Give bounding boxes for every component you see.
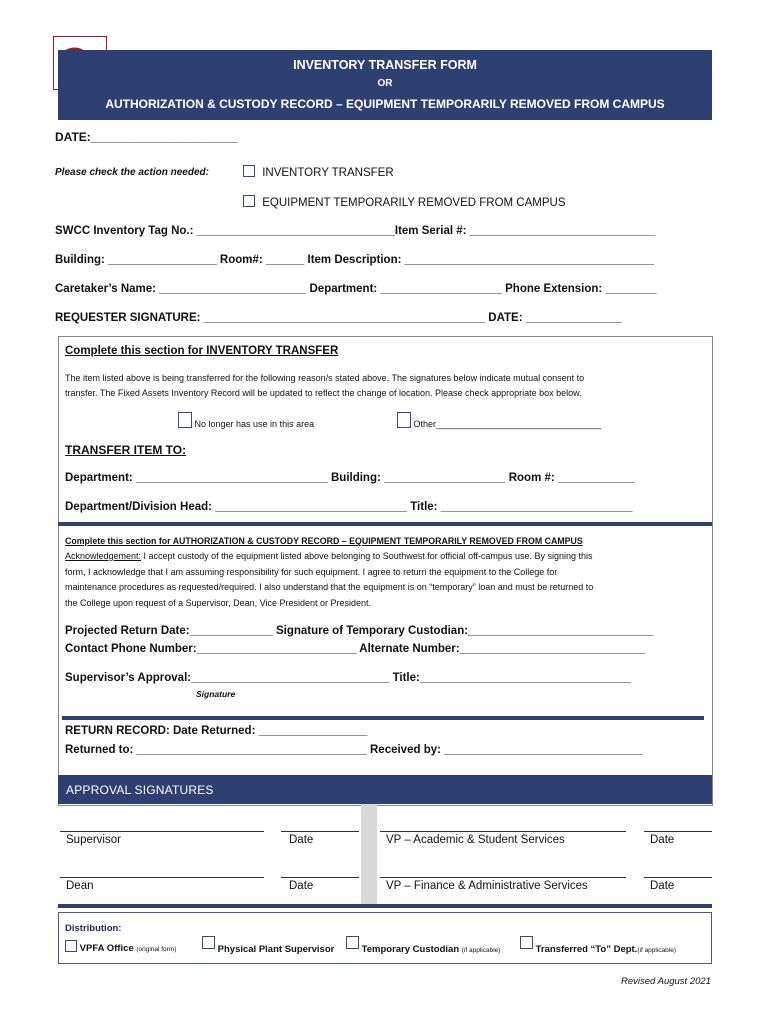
supervisor-date-line[interactable]: [281, 831, 359, 832]
distribution-item-custodian[interactable]: [346, 936, 501, 955]
building-row[interactable]: Building: _________________ Room#: ______ Item Description: _______________________________________: [55, 254, 655, 266]
checkbox-physical-plant[interactable]: [202, 936, 215, 949]
distribution-item-vpfa[interactable]: [65, 940, 176, 954]
column-separator: [361, 804, 377, 904]
dean-date-line[interactable]: [281, 877, 359, 878]
form-subtitle: AUTHORIZATION & CUSTODY RECORD – EQUIPMENT TEMPORARILY REMOVED FROM CAMPUS: [105, 97, 665, 111]
form-title-or: OR: [377, 78, 393, 89]
custody-ack-line2: form, I acknowledge that I am assuming responsibility for such equipment. I agree to return the equipment to the College for: [65, 567, 558, 577]
checkbox-vpfa[interactable]: [65, 940, 77, 952]
inventory-tag-row[interactable]: SWCC Inventory Tag No.: _______________________________Item Serial #: _____________________________: [55, 225, 656, 237]
return-record-row[interactable]: RETURN RECORD: Date Returned: _________________: [65, 725, 368, 737]
distribution-label: Distribution:: [65, 923, 122, 934]
dean-label: Dean: [66, 880, 94, 892]
vp-academic-sig-line[interactable]: [380, 831, 626, 832]
approval-banner: [58, 775, 712, 804]
vp-academic-label: VP – Academic & Student Services: [386, 834, 565, 846]
vp-academic-date-line[interactable]: [644, 831, 712, 832]
supervisor-sig-line[interactable]: [60, 831, 264, 832]
transfer-head-row[interactable]: Department/Division Head: ______________________________ Title: ______________________________: [65, 501, 633, 513]
vp-finance-sig-line[interactable]: [380, 877, 626, 878]
distribution-item-transferred[interactable]: [520, 936, 677, 955]
date-field[interactable]: DATE:______________________: [55, 130, 238, 144]
contact-phone-row[interactable]: Contact Phone Number:_________________________ Alternate Number:_____________________________: [65, 643, 646, 655]
custody-ack-line1: [65, 551, 592, 561]
transfer-section-heading: Complete this section for INVENTORY TRANSFER: [65, 345, 339, 357]
custodian-label: Temporary Custodian: [361, 944, 460, 955]
revised-date: Revised August 2021: [621, 976, 711, 987]
option-inventory-transfer[interactable]: [243, 165, 394, 179]
supervisor-label: Supervisor: [66, 834, 121, 846]
transferred-label: Transferred “To” Dept.: [535, 944, 638, 955]
approval-heading: APPROVAL SIGNATURES: [66, 783, 214, 797]
header-banner: [58, 50, 712, 120]
dean-date-label: Date: [289, 880, 314, 892]
signature-caption: Signature: [196, 689, 236, 699]
physical-plant-label: Physical Plant Supervisor: [217, 944, 335, 955]
vp-academic-date-label: Date: [650, 834, 675, 846]
distribution-item-physical-plant[interactable]: [202, 936, 335, 955]
custody-section-heading: Complete this section for AUTHORIZATION & CUSTODY RECORD – EQUIPMENT TEMPORARILY REMOVED FROM CAMPUS: [65, 536, 583, 546]
checkbox-transferred[interactable]: [520, 936, 533, 949]
supervisor-approval-row[interactable]: Supervisor’s Approval:_______________________________ Title:_________________________________: [65, 672, 631, 684]
transfer-text-line1: The item listed above is being transferred for the following reason/s stated above. The signatures below indicate mutual consent to: [65, 373, 585, 383]
distribution-top-bar: [58, 904, 712, 908]
vpfa-label: VPFA Office: [79, 943, 134, 954]
vp-finance-label: VP – Finance & Administrative Services: [386, 880, 588, 892]
returned-to-row[interactable]: Returned to: ____________________________________ Received by: _______________________________: [65, 744, 643, 756]
distribution-box: [58, 912, 712, 964]
option-equipment-removed-label: EQUIPMENT TEMPORARILY REMOVED FROM CAMPUS: [262, 197, 566, 209]
action-instruction: Please check the action needed:: [55, 167, 209, 178]
checkbox-no-longer-used[interactable]: [178, 412, 192, 428]
transfer-department-row[interactable]: Department: ______________________________ Building: ___________________ Room #: ____________: [65, 472, 635, 484]
option-equipment-removed[interactable]: [243, 195, 566, 209]
custody-ack-line4: the College upon request of a Supervisor, Dean, Vice President or President.: [65, 598, 372, 608]
transfer-to-heading: TRANSFER ITEM TO:: [65, 443, 187, 457]
reason-no-longer-used[interactable]: [178, 412, 314, 429]
option-inventory-transfer-label: INVENTORY TRANSFER: [262, 167, 394, 179]
transferred-note: (if applicable): [637, 947, 677, 954]
return-divider: [62, 716, 704, 720]
checkbox-custodian[interactable]: [346, 936, 359, 949]
reason-other[interactable]: [397, 412, 601, 429]
checkbox-equipment-removed[interactable]: [243, 195, 255, 207]
vp-finance-date-line[interactable]: [644, 877, 712, 878]
reason-other-label: Other_________________________________: [413, 419, 602, 429]
checkbox-inventory-transfer[interactable]: [243, 165, 255, 177]
caretaker-row[interactable]: Caretaker’s Name: _______________________ Department: ___________________ Phone Extension: ________: [55, 283, 657, 295]
requester-signature-row[interactable]: REQUESTER SIGNATURE: ____________________________________________ DATE: _______________: [55, 312, 622, 324]
vpfa-note: (original form): [136, 946, 177, 953]
checkbox-other[interactable]: [397, 412, 411, 428]
transfer-text-line2: transfer. The Fixed Assets Inventory Record will be updated to reflect the change of location. Please check appropriate box below.: [65, 388, 582, 398]
return-date-row[interactable]: Projected Return Date:_____________ Signature of Temporary Custodian:_____________________________: [65, 625, 654, 637]
ack-text-1: I accept custody of the equipment listed above belonging to Southwest for official off-campus use. By signing this: [141, 551, 593, 561]
dean-sig-line[interactable]: [60, 877, 264, 878]
section-divider: [58, 522, 712, 526]
vp-finance-date-label: Date: [650, 880, 675, 892]
custody-ack-line3: maintenance procedures as requested/required. I also understand that the equipment is on “temporary” loan and must be returned to: [65, 582, 594, 592]
custodian-note: (if applicable): [461, 947, 501, 954]
supervisor-date-label: Date: [289, 834, 314, 846]
reason-no-longer-used-label: No longer has use in this area: [194, 419, 315, 429]
form-title: INVENTORY TRANSFER FORM: [293, 58, 477, 72]
ack-label: Acknowledgement:: [65, 551, 142, 561]
